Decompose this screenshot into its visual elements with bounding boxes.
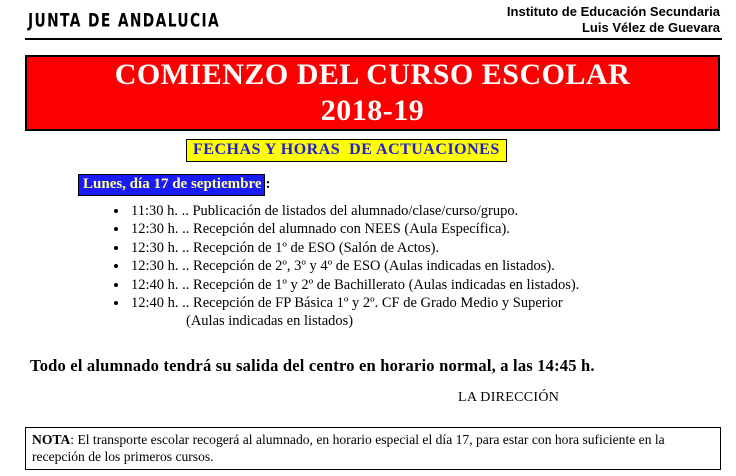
institution-name: [507, 4, 720, 36]
header-divider: [25, 38, 722, 40]
schedule-item: [129, 276, 689, 294]
note-label: NOTA: [32, 432, 71, 447]
schedule-item-continuation: (Aulas indicadas en listados): [186, 313, 354, 330]
closing-statement: Todo el alumnado tendrá su salida del centro en horario normal, a las 14:45 h.: [30, 356, 595, 375]
schedule-item-text: 12:30 h. .. Recepción de 1º de ESO (Salón de Actos).: [131, 239, 440, 256]
schedule-item-text: 12:30 h. .. Recepción del alumnado con NEES (Aula Específica).: [131, 221, 510, 238]
title-line1: COMIENZO DEL CURSO ESCOLAR: [114, 58, 631, 91]
schedule-item: [129, 257, 689, 275]
signature: LA DIRECCIÓN: [458, 390, 560, 405]
schedule-item-text: 12:30 h. .. Recepción de 2º, 3º y 4º de ESO (Aulas indicadas en listados).: [131, 258, 555, 275]
junta-de-andalucia-logo: JUNTA DE ANDALUCIA: [28, 9, 221, 32]
schedule-item: [129, 239, 689, 257]
schedule-item-text: 12:40 h. .. Recepción de FP Básica 1º y 2º. CF de Grado Medio y Superior: [131, 295, 563, 312]
note-box: [25, 427, 721, 470]
schedule-item: [129, 202, 689, 220]
title-line2: 2018-19: [320, 94, 425, 127]
schedule-item: [129, 294, 689, 331]
title-banner: [25, 55, 720, 131]
institution-line2: Luis Vélez de Guevara: [581, 20, 720, 35]
section-heading: FECHAS Y HORAS DE ACTUACIONES: [186, 139, 507, 162]
schedule-item: [129, 220, 689, 238]
schedule-list: [112, 202, 689, 331]
day-heading: [78, 174, 270, 196]
day-colon: :: [265, 176, 271, 192]
schedule-item-text: 11:30 h. .. Publicación de listados del alumnado/clase/curso/grupo.: [131, 203, 519, 219]
note-text: : El transporte escolar recogerá al alumnado, en horario especial el día 17, para estar con hora suficiente en la recepción de los primeros cursos.: [32, 432, 665, 464]
institution-line1: Instituto de Educación Secundaria: [506, 4, 720, 19]
schedule-item-text: 12:40 h. .. Recepción de 1º y 2º de Bachillerato (Aulas indicadas en listados).: [131, 276, 580, 293]
day-highlight: Lunes, día 17 de septiembre: [78, 174, 265, 196]
